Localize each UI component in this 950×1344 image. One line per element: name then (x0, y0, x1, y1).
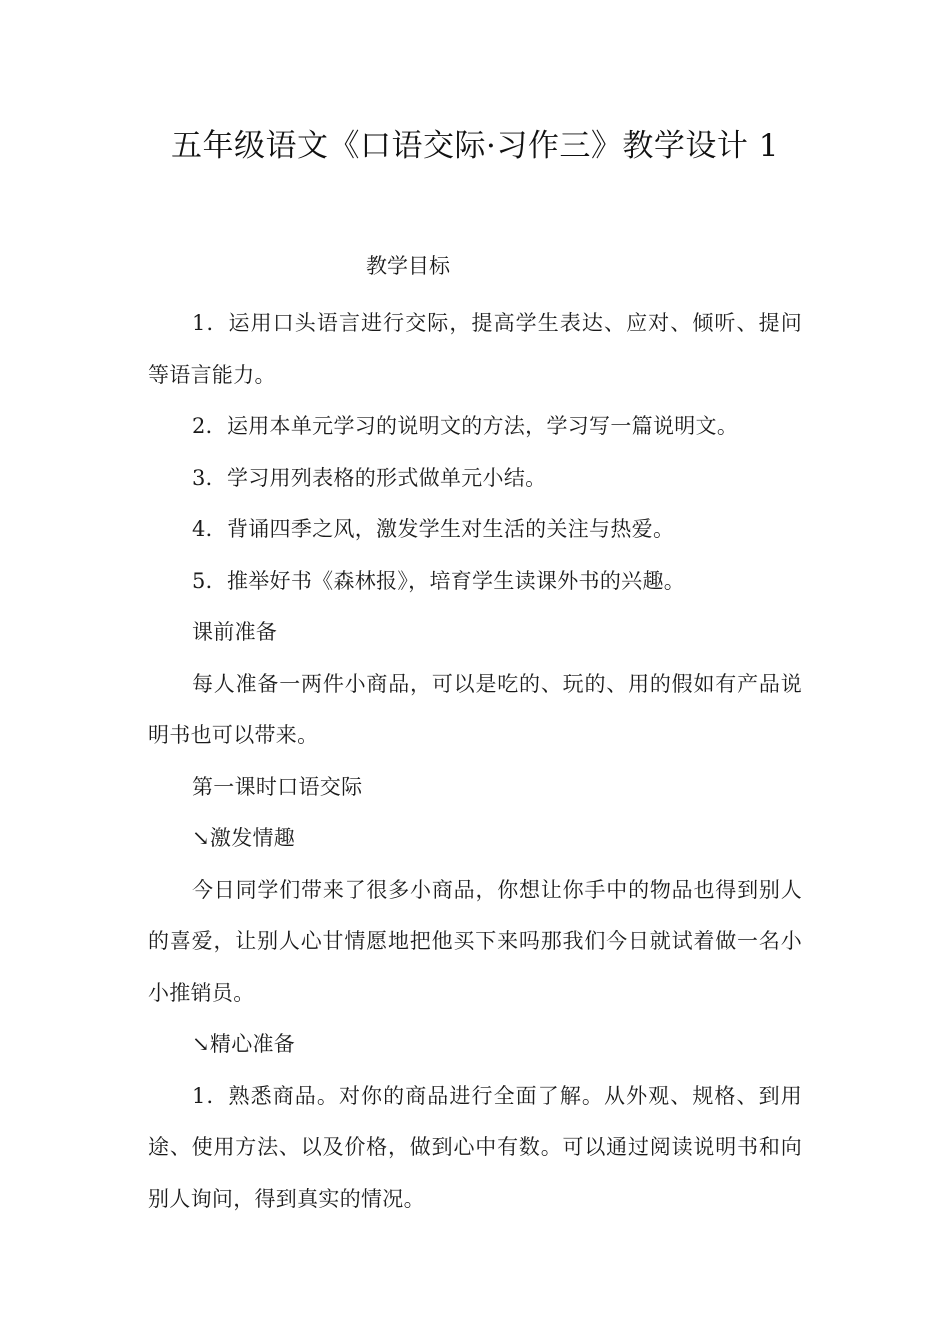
section-heading-teaching-goals: 教学目标 (366, 254, 450, 278)
goal-item-4: 4．背诵四季之风，激发学生对生活的关注与热爱。 (192, 517, 675, 541)
step-heading-interest: ↘激发情趣 (192, 826, 296, 850)
section-heading-preparation: 课前准备 (192, 620, 278, 644)
interest-text: 今日同学们带来了很多小商品，你想让你手中的物品也得到别人的喜爱，让别人心甘情愿地把他买下来吗那我们今日就试着做一名小小推销员。 (148, 877, 802, 1005)
step-heading-preparation: ↘精心准备 (192, 1032, 296, 1056)
goal-item-5: 5．推举好书《森林报》，培育学生读课外书的兴趣。 (192, 568, 686, 593)
preparation-text: 每人准备一两件小商品，可以是吃的、玩的、用的假如有产品说明书也可以带来。 (148, 671, 802, 747)
goal-item-2: 2．运用本单元学习的说明文的方法，学习写一篇说明文。 (192, 414, 739, 438)
goal-item-1: 1．运用口头语言进行交际，提高学生表达、应对、倾听、提问等语言能力。 (148, 311, 802, 387)
lesson-heading: 第一课时口语交际 (192, 774, 363, 799)
preparation-step-1: 1．熟悉商品。对你的商品进行全面了解。从外观、规格、到用途、使用方法、以及价格，做到心中有数。可以通过阅读说明书和向别人询问，得到真实的情况。 (148, 1083, 802, 1211)
goal-item-3: 3．学习用列表格的形式做单元小结。 (192, 465, 547, 490)
document-body (148, 298, 802, 1225)
document-title: 五年级语文《口语交际·习作三》教学设计 1 (171, 128, 779, 164)
